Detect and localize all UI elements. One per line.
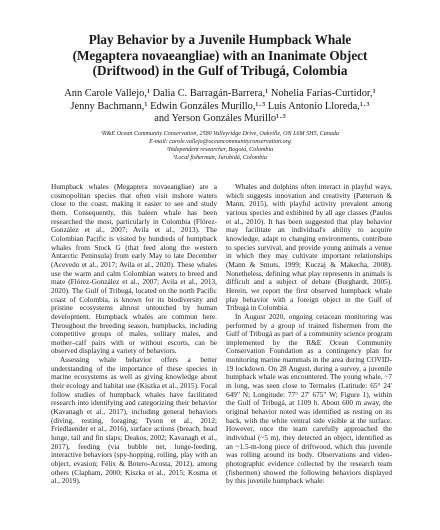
- authors-line-3: and Yerson Gonzáles Murillo¹·³: [154, 113, 286, 125]
- right-column: [226, 183, 392, 486]
- body-paragraph-4: In August 2020, ongoing cetacean monitoring was performed by a group of trained fishermen from the Gulf of Tribugá as part of a community science program implemented by the R&E Ocean Community Conservation Foundation as a contingency plan for monitoring marine mammals in the area during COVID-19 lockdown. On 28 August, during a survey, a juvenile humpback whale was encountered. The young whale, ~7 m long, was seen close to Termales (Latitude: 65° 24' 649" N; Longitude: 77° 27' 675" W; Figure 1), within the Gulf of Tribugá, at 1109 h. About 600 m away, the original behavior noted was identified as resting on its back, with the white ventral side visible at the surface. However, once the team carefully approached the individual (~5 m), they detected an object, identified as an ~1.5-m-long piece of driftwood, which this juvenile was rolling around its body. Observations and video-photographic evidence collected by the research team (fishermen) showed the following behaviors displayed by this juvenile humpback whale:: [226, 311, 392, 486]
- body-paragraph-3: Whales and dolphins often interact in playful ways, which suggests innovation and creativity (Patterson & Mann, 2015), with playful activity prevalent among various species and exhibited by all age classes (Paulos et al., 2010). It has been suggested that play behavior may facilitate an individual's ability to acquire knowledge, adapt to changing environments, contribute to species survival, and provide young animals a venue in which they may cultivate important relationships (Mann & Smuts, 1999; Kuczaj & Makecha, 2008). Nonetheless, defining what play represents in animals is difficult and a subject of debate (Burghardt, 2005). Herein, we report the first observed humpback whale play behavior with a foreign object in the Gulf of Tribugá in Colombia.: [226, 182, 392, 313]
- paper-title: [40, 32, 400, 79]
- affiliation-2: ²Independent researcher, Bogotá, Colombia: [166, 147, 274, 153]
- title-line-2: (Megaptera novaeangliae) with an Inanimate Object: [72, 47, 368, 63]
- authors-line-2: Jenny Bachmann,¹ Edwin Gonzáles Murillo,¹·³ Luis Antonio Lloreda,¹·³: [70, 100, 370, 112]
- body-paragraph-1: Humpback whales (Megaptera novaeangliae) are a cosmopolitan species that often visit inshore waters close to the coast, making it easier to see and study them. Consequently, this baleen whale has been researched the most, particularly in Colombia (Flórez-González et al., 2007; Avila et al., 2013). The Colombian Pacific is visited by hundreds of humpback whales from Stock G (that feed along the western Antarctic Peninsula) from early May to late December (Acevedo et al., 2017; Avila et al., 2020). These whales use the warm and calm Colombian waters to breed and mate (Flórez-González et al., 2007; Avila et al., 2013, 2020). The Gulf of Tribugá, located on the north Pacific coast of Colombia, is known for its biodiversity and pristine ecosystems almost untouched by human development. Humpback whales are common here. Throughout the breeding season, humpbacks, including competitive groups of males, solitary males, and mother–calf pairs with or without escorts, can be observed displaying a variety of behaviors.: [51, 182, 217, 356]
- affiliations: [40, 130, 400, 162]
- affiliation-1: ¹R&E Ocean Community Conservation, 2580 Valleyridge Drive, Oakville, ON L6M 5H5, Canada: [101, 131, 339, 137]
- title-line-1: Play Behavior by a Juvenile Humpback Whale: [88, 32, 352, 47]
- body-paragraph-2: Assessing whale behavior offers a better understanding of the importance of these species in marine ecosystems as well as giving knowledge about their ecology and habitat use (Kiszka et al., 2015). Focal follow studies of humpback whales have facilitated research into identifying and categorizing their behavior (Kavanagh et al., 2017), including general behaviors (diving, resting, foraging; Tyson et al., 2012; Friedlaender et al., 2016), surface actions (breach, head lunge, tail and fin slaps; Deakos, 2002; Kavanagh et al., 2017), feeding (via bubble net, lunge-feeding, interactive behaviors (spy-hopping, rolling, play with an object, evasion; Félix & Botero-Acosta, 2012), among others (Clapham, 2000; Kiszka et al., 2015; Kosma et al., 2019).: [51, 355, 217, 486]
- left-column: [51, 183, 217, 486]
- authors-line-1: Ann Carole Vallejo,¹ Dalia C. Barragán-Barrera,¹ Nohelia Farías-Curtidor,¹: [64, 88, 376, 99]
- affiliation-3: ³Local fisherman, Jurubidá, Colombia: [173, 155, 267, 161]
- title-line-3: (Driftwood) in the Gulf of Tribugá, Colombia: [92, 63, 348, 78]
- contact-email[interactable]: E-mail: carole.vallejo@oceancommunityconservation.org: [149, 139, 291, 145]
- author-list: [40, 88, 400, 126]
